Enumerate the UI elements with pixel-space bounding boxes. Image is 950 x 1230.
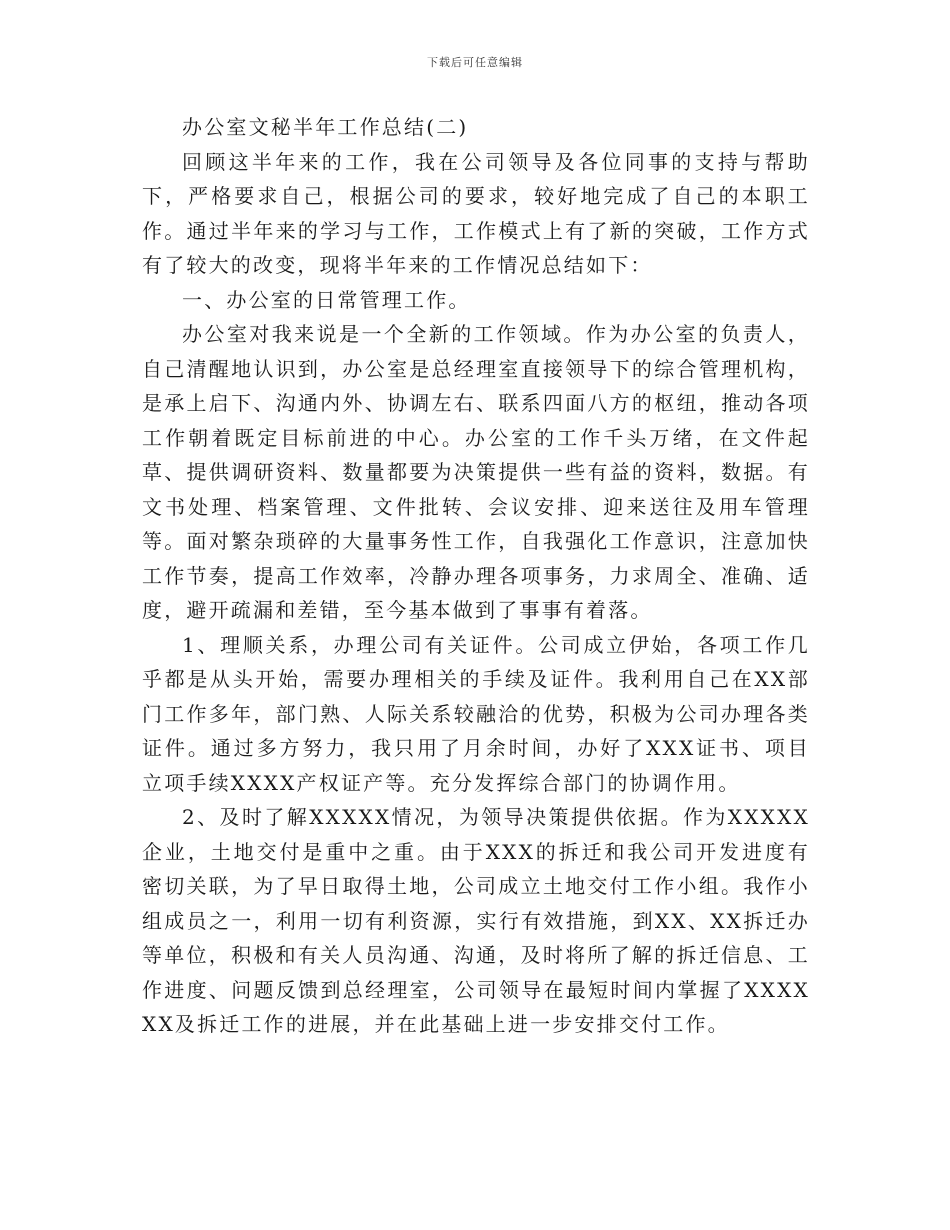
paragraph-item-1: 1、理顺关系，办理公司有关证件。公司成立伊始，各项工作几乎都是从头开始，需要办理相关的手续及证件。我利用自己在XX部门工作多年，部门熟、人际关系较融洽的优势，积极为公司办理各类证件。通过多方努力，我只用了月余时间，办好了XXX证书、项目立项手续XXXX产权证产等。充分发挥综合部门的协调作用。 bbox=[142, 632, 810, 795]
document-body bbox=[142, 110, 810, 1042]
page-header: 下载后可任意编辑 bbox=[427, 56, 523, 69]
paragraph-office-role: 办公室对我来说是一个全新的工作领域。作为办公室的负责人，自己清醒地认识到，办公室是总经理室直接领导下的综合管理机构，是承上启下、沟通内外、协调左右、联系四面八方的枢纽，推动各项工作朝着既定目标前进的中心。办公室的工作千头万绪，在文件起草、提供调研资料、数量都要为决策提供一些有益的资料，数据。有文书处理、档案管理、文件批转、会议安排、迎来送往及用车管理等。面对繁杂琐碎的大量事务性工作，自我强化工作意识，注意加快工作节奏，提高工作效率，冷静办理各项事务，力求周全、准确、适度，避开疏漏和差错，至今基本做到了事事有着落。 bbox=[142, 322, 810, 622]
paragraph-intro: 回顾这半年来的工作，我在公司领导及各位同事的支持与帮助下，严格要求自己，根据公司的要求，较好地完成了自己的本职工作。通过半年来的学习与工作，工作模式上有了新的突破，工作方式有了较大的改变，现将半年来的工作情况总结如下： bbox=[142, 149, 810, 277]
paragraph-item-2: 2、及时了解XXXXX情况，为领导决策提供依据。作为XXXXX企业，土地交付是重中之重。由于XXX的拆迁和我公司开发进度有密切关联，为了早日取得土地，公司成立土地交付工作小组。我作小组成员之一，利用一切有利资源，实行有效措施，到XX、XX拆迁办等单位，积极和有关人员沟通、沟通，及时将所了解的拆迁信息、工作进度、问题反馈到总经理室，公司领导在最短时间内掌握了XXXXXX及拆迁工作的进展，并在此基础上进一步安排交付工作。 bbox=[142, 805, 810, 1036]
section-heading-daily-management: 一、办公室的日常管理工作。 bbox=[182, 287, 471, 312]
document-title: 办公室文秘半年工作总结(二) bbox=[182, 115, 469, 139]
